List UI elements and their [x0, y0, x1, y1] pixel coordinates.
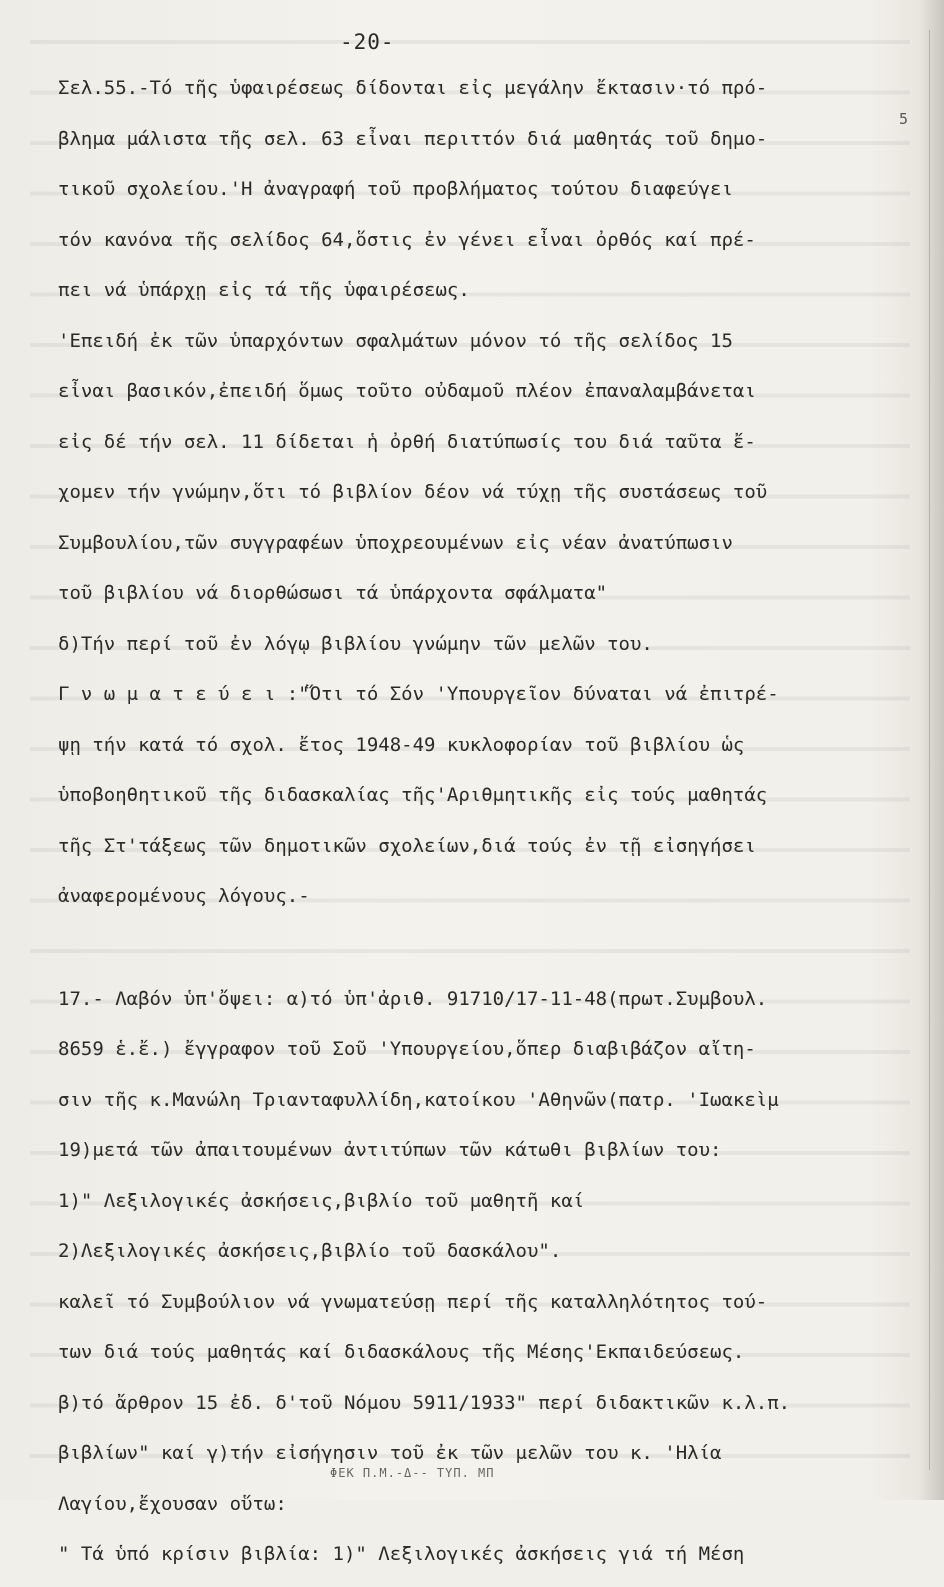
text-line: Σελ.55.-Τό τῆς ὑφαιρέσεως δίδονται εἰς μεγάλην ἔκτασιν·τό πρό- [58, 77, 768, 99]
text-line: 1)" Λεξιλογικές ἀσκήσεις,βιβλίο τοῦ μαθητῆ καί [58, 1189, 585, 1212]
text-line: 2)Λεξιλογικές ἀσκήσεις,βιβλίο τοῦ δασκάλου". [58, 1240, 562, 1262]
text-line: Συμβουλίου,τῶν συγγραφέων ὑποχρεουμένων εἰς νέαν ἀνατύπωσιν [58, 531, 733, 554]
text-line: εἶναι βασικόν,ἐπειδή ὅμως τοῦτο οὐδαμοῦ πλέον ἐπαναλαμβάνεται [58, 380, 756, 402]
text-line: καλεῖ τό Συμβούλιον νά γνωματεύσῃ περί τῆς καταλληλότητος τού- [58, 1290, 768, 1313]
text-line: τικοῦ σχολείου.'Η ἀναγραφή τοῦ προβλήματος τούτου διαφεύγει [58, 178, 733, 200]
text-line: σιν τῆς κ.Μανώλη Τριανταφυλλίδη,κατοίκου 'Αθηνῶν(πατρ. 'Ιωακεὶμ [58, 1088, 779, 1111]
text-line: ψῃ τήν κατά τό σχολ. ἔτος 1948-49 κυκλοφορίαν τοῦ βιβλίου ὡς [58, 733, 745, 756]
text-line: 19)μετά τῶν ἀπαιτουμένων ἀντιτύπων τῶν κάτωθι βιβλίων του: [58, 1139, 722, 1161]
text-line: 'Επειδή ἐκ τῶν ὑπαρχόντων σφαλμάτων μόνον τό τῆς σελίδος 15 [58, 329, 733, 352]
margin-mark: 5 [898, 110, 908, 128]
page-edge-shadow [918, 0, 944, 1500]
text-line: Λαγίου,ἔχουσαν οὕτω: [58, 1492, 287, 1515]
text-line: ἀναφερομένους λόγους.- [58, 885, 310, 907]
text-line: χομεν τήν γνώμην,ὅτι τό βιβλίον δέον νά τύχῃ τῆς συστάσεως τοῦ [58, 481, 768, 503]
text-line: 17.- Λαβόν ὑπ'ὄψει: α)τό ὑπ'ἀριθ. 91710/17-11-48(πρωτ.Συμβουλ. [58, 987, 768, 1010]
paragraph-commentary [58, 70, 878, 929]
binding-edge-line [929, 30, 930, 1470]
page-number: -20- [340, 30, 395, 54]
text-line: βλημα μάλιστα τῆς σελ. 63 εἶναι περιττόν διά μαθητάς τοῦ δημο- [58, 127, 768, 150]
paragraph-gap [58, 929, 878, 981]
typed-text-body [58, 70, 878, 1587]
text-line: πει νά ὑπάρχῃ εἰς τά τῆς ὑφαιρέσεως. [58, 279, 470, 301]
text-line: β)τό ἄρθρον 15 ἐδ. δ'τοῦ Νόμου 5911/1933" περί διδακτικῶν κ.λ.π. [58, 1391, 791, 1414]
text-line: " Τά ὑπό κρίσιν βιβλία: 1)" Λεξιλογικές ἀσκήσεις γιά τή Μέση [58, 1543, 745, 1565]
text-line: βιβλίων" καί γ)τήν εἰσήγησιν τοῦ ἐκ τῶν μελῶν του κ. 'Ηλία [58, 1442, 722, 1464]
text-line: των διά τούς μαθητάς καί διδασκάλους τῆς Μέσης'Εκπαιδεύσεως. [58, 1341, 745, 1363]
text-line: Γ ν ω μ α τ ε ύ ε ι :"Ὅτι τό Σόν 'Υπουργεῖον δύναται νά ἐπιτρέ- [58, 683, 779, 705]
text-line: 8659 ἑ.ἔ.) ἔγγραφον τοῦ Σοῦ 'Υπουργείου,ὅπερ διαβιβάζον αἴτη- [58, 1038, 756, 1060]
text-line: δ)Τήν περί τοῦ ἐν λόγῳ βιβλίου γνώμην τῶν μελῶν του. [58, 632, 653, 655]
text-line: τοῦ βιβλίου νά διορθώσωσι τά ὑπάρχοντα σφάλματα" [58, 582, 608, 604]
text-line: τῆς Στ'τάξεως τῶν δημοτικῶν σχολείων,διά τούς ἐν τῇ εἰσηγήσει [58, 834, 756, 857]
text-line: τόν κανόνα τῆς σελίδος 64,ὅστις ἐν γένει εἶναι ὀρθός καί πρέ- [58, 228, 756, 251]
text-line: ὑποβοηθητικοῦ τῆς διδασκαλίας τῆς'Αριθμητικῆς εἰς τούς μαθητάς [58, 784, 768, 806]
bottom-print-stamp: ΦΕΚ Π.Μ.-Δ-- ΤΥΠ. ΜΠ [330, 1466, 495, 1480]
text-line: εἰς δέ τήν σελ. 11 δίδεται ἡ ὀρθή διατύπωσίς του διά ταῦτα ἔ- [58, 430, 756, 453]
paragraph-item-17 [58, 981, 878, 1587]
